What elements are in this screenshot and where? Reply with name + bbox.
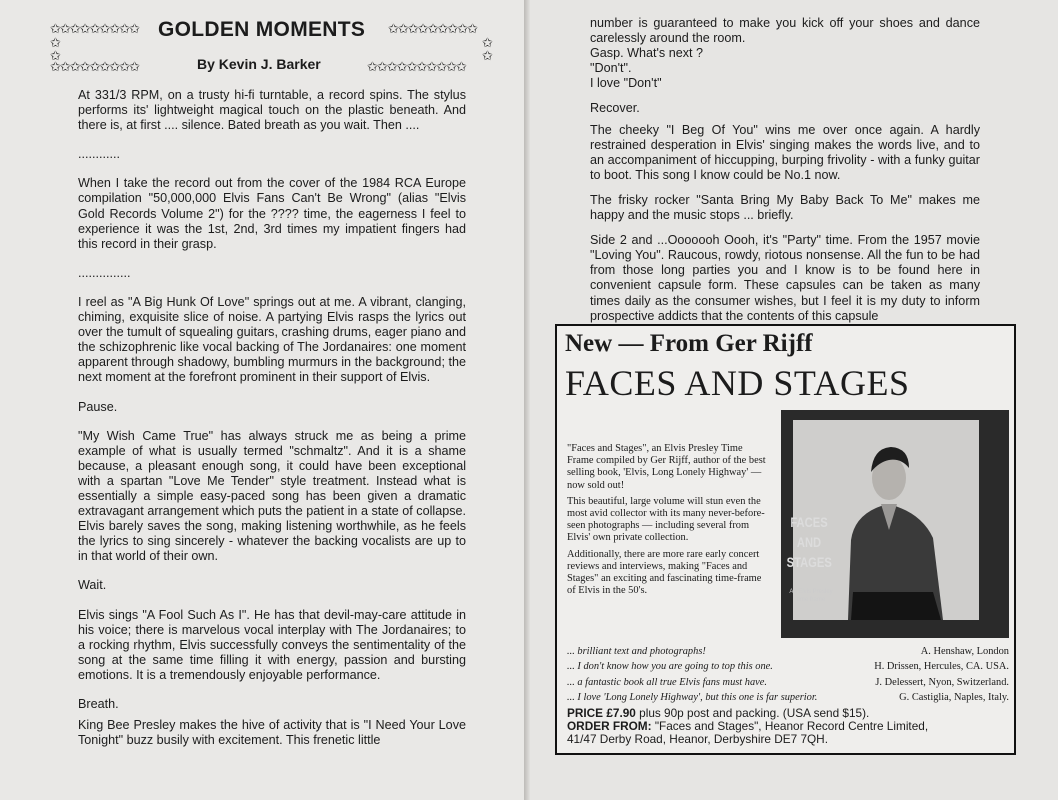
order-label: ORDER FROM: <box>567 719 652 733</box>
testimonial-quote: ... I love 'Long Lonely Highway', but this one is far superior. <box>567 691 818 703</box>
article-paragraph: I reel as "A Big Hunk Of Love" springs out at me. A vibrant, clanging, chiming, exquisite slice of noise. A partying Elvis rasps the lyrics out over the tumult of squealing guitars, crashing drums, eager piano and the schizophrenic like vocal backing of The Jordanaires: one moment apparent through shadowy, bumbling murmurs in the background; the next moment at the forefront prominent in their support of Elvis. <box>78 294 466 385</box>
ad-paragraph: Additionally, there are more rare early concert reviews and interviews, making "Faces and Stages" an exciting and fascinating time-frame of Elvis in the 50's. <box>567 548 762 597</box>
star-border-top-right: ✩✩✩✩✩✩✩✩✩ <box>388 21 478 36</box>
testimonial-author: H. Drissen, Hercules, CA. USA. <box>874 661 1009 673</box>
price-text: plus 90p post and packing. (USA send $15). <box>635 706 870 720</box>
book-cover-image <box>781 410 1009 638</box>
testimonial-quote: ... a fantastic book all true Elvis fans must have. <box>567 676 767 688</box>
interlude: Breath. <box>78 697 119 711</box>
book-advertisement <box>555 324 1016 755</box>
text-line: "Don't". <box>590 61 632 76</box>
article-byline: By Kevin J. Barker <box>197 56 321 72</box>
order-text: "Faces and Stages", Heanor Record Centre Limited, <box>651 719 929 733</box>
interlude: Wait. <box>78 578 107 593</box>
testimonial-quote: ... I don't know how you are going to top this one. <box>567 661 773 673</box>
testimonial-author: A. Henshaw, London <box>920 646 1009 657</box>
text-line: number is guaranteed to make you kick off your shoes and dance carelessly around the room. <box>590 16 980 46</box>
star-border-bottom-left: ✩✩✩✩✩✩✩✩✩ <box>50 59 140 74</box>
star-border-left-side: ✩ ✩ <box>50 35 60 63</box>
section-break: ............ <box>78 147 120 162</box>
interlude: Recover. <box>590 101 640 116</box>
cover-title-line: STAGES <box>786 554 832 570</box>
article-paragraph: The frisky rocker "Santa Bring My Baby Back To Me" makes me happy and the music stops ... briefly. <box>590 192 980 223</box>
testimonial-author: G. Castiglia, Naples, Italy. <box>899 691 1009 703</box>
article-paragraph: Elvis sings "A Fool Such As I". He has that devil-may-care attitude in his voice; there is marvelous vocal interplay with The Jordanaires; to a rocking rhythm, Elvis successfully conveys the sentimentality of the song at the same time filling it with energy, passion and bursting emotions. It is a tremendously enjoyable performance. <box>78 607 466 682</box>
testimonial-author: J. Delessert, Nyon, Switzerland. <box>875 676 1009 688</box>
cover-title-line: AND <box>796 534 822 550</box>
star-border-bottom-right: ✩✩✩✩✩✩✩✩✩✩ <box>367 59 466 74</box>
price-and-order <box>567 707 1011 746</box>
article-paragraph: At 331/3 RPM, on a trusty hi-fi turntable, a record spins. The stylus performs its' lightweight magical touch on the plastic beneath. And there is, at first .... silence. Bated breath as you wait. Then .... <box>78 88 466 133</box>
article-paragraph: When I take the record out from the cover of the 1984 RCA Europe compilation "50,000,000 Elvis Fans Can't Be Wrong" (alias "Elvis Gold Records Volume 2") for the ???? time, the eagerness I feel to experience it was the 1st, 2nd, 3rd times my impatient fingers had this record in their grasp. <box>78 176 466 251</box>
text-line: Gasp. What's next ? <box>590 46 703 61</box>
order-address: 41/47 Derby Road, Heanor, Derbyshire DE7 7QH. <box>567 732 828 746</box>
testimonials <box>567 644 1009 705</box>
article-paragraph: "My Wish Came True" has always struck me as being a prime example of what is usually termed "schmaltz". And it is a shame because, a pleasant enough song, it could have been exceptional with a spartan "Love Me Tender" style treatment. Instead what is essentially a simple easy-paced song has been given a dramatic extravagant arrangement which puts the patient in a state of collapse. Elvis barely saves the song, making listening worthwhile, as he feels the lyrics to sing sincerely - whatever the backing vocalists are up to in that world of their own. <box>78 428 466 564</box>
star-border-top-left: ✩✩✩✩✩✩✩✩✩ <box>50 21 140 36</box>
cover-title-line: FACES <box>790 514 828 530</box>
article-body-left <box>78 88 466 762</box>
ad-headline: New — From Ger Rijff <box>565 330 813 357</box>
ad-paragraph: "Faces and Stages", an Elvis Presley Time Frame compiled by Ger Rijff, author of the best selling book, 'Elvis, Long Lonely Highway' — now sold out! <box>567 443 766 491</box>
article-title: GOLDEN MOMENTS <box>158 18 366 41</box>
testimonial-row <box>567 690 1009 705</box>
ad-description <box>567 443 771 601</box>
article-body-right <box>590 16 980 334</box>
testimonial-row <box>567 659 1009 674</box>
section-break: ............... <box>78 265 131 280</box>
ad-title: FACES AND STAGES <box>565 363 910 403</box>
cover-title <box>787 512 832 572</box>
article-paragraph: Side 2 and ...Ooooooh Oooh, it's "Party" time. From the 1957 movie "Loving You". Raucous, rowdy, riotous nonsense. All the fun to be had from those long parties you and I know is to be found here in convenient capsule form. These capsules can be taken as many times daily as the consumer wishes, but I feel it is my duty to inform prospective addicts that the contents of this capsule <box>590 233 980 323</box>
interlude: Pause. <box>78 399 118 414</box>
cover-subtitle: An Elvis Presley time frame <box>789 589 833 603</box>
article-paragraph: King Bee Presley makes the hive of activity that is "I Need Your Love Tonight" buzz busily with excitement. This frenetic little <box>78 718 466 748</box>
article-paragraph: The cheeky "I Beg Of You" wins me over once again. A hardly restrained desperation in Elvis' singing makes the words live, and to an accompaniment of hiccupping, burping frivolity - with a funky guitar to boot. This song I know could be No.1 now. <box>590 122 980 182</box>
star-border-right-side: ✩ ✩ <box>482 35 492 63</box>
testimonial-quote: ... brilliant text and photographs! <box>567 646 706 657</box>
continued-paragraph <box>590 16 980 91</box>
price-label: PRICE £7.90 <box>567 706 636 720</box>
text-line: I love "Don't" <box>590 76 662 91</box>
testimonial-row <box>567 644 1009 659</box>
testimonial-row <box>567 675 1009 690</box>
ad-paragraph: This beautiful, large volume will stun even the most avid collector with its many never-before-seen photographs — including several from Elvis' own private collection. <box>567 495 765 544</box>
